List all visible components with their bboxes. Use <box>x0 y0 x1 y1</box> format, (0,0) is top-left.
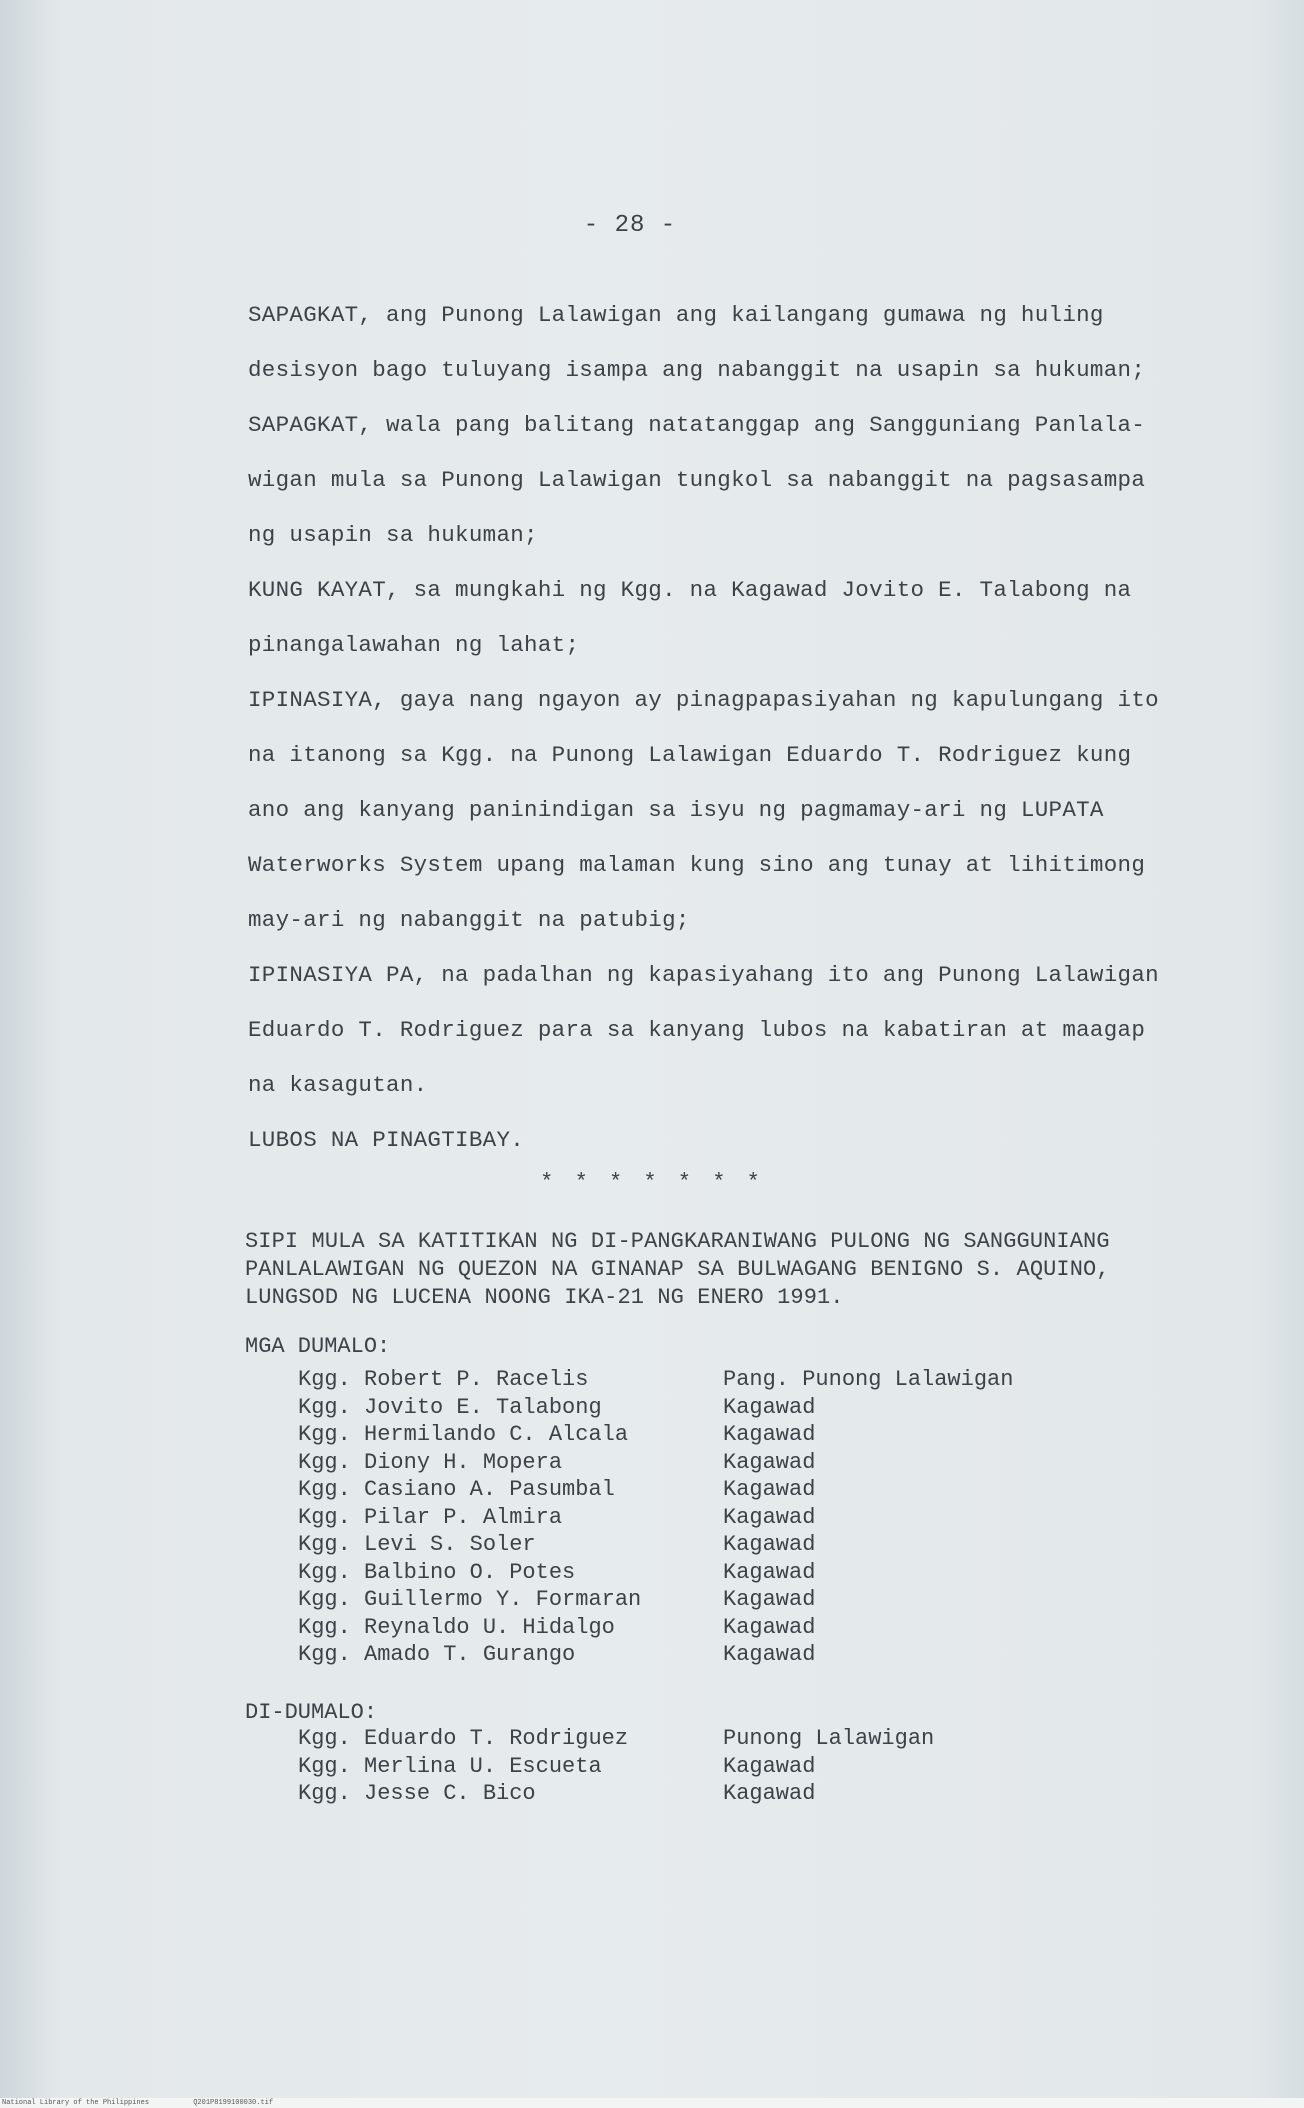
absent-roster <box>298 1725 1098 1808</box>
member-name: Kgg. Jesse C. Bico <box>298 1781 536 1806</box>
member-role: Kagawad <box>723 1559 816 1585</box>
minutes-heading-line: LUNGSOD NG LUCENA NOONG IKA-21 NG ENERO 1991. <box>245 1285 844 1310</box>
member-role: Kagawad <box>723 1422 816 1447</box>
member-role: Kagawad <box>723 1753 816 1779</box>
body-line: LUBOS NA PINAGTIBAY. <box>248 1127 525 1153</box>
member-name: Kgg. Levi S. Soler <box>298 1532 536 1557</box>
minutes-heading-line: PANLALAWIGAN NG QUEZON NA GINANAP SA BULWAGANG BENIGNO S. AQUINO, <box>245 1257 1110 1282</box>
member-role: Kagawad <box>723 1394 816 1420</box>
body-line: wigan mula sa Punong Lalawigan tungkol sa nabanggit na pagsasampa <box>248 467 1146 493</box>
roster-row <box>298 1394 1098 1422</box>
member-name: Kgg. Robert P. Racelis <box>298 1367 589 1392</box>
roster-row <box>298 1725 1098 1753</box>
roster-row <box>298 1421 1098 1449</box>
body-line: pinangalawahan ng lahat; <box>248 632 580 658</box>
roster-row <box>298 1780 1098 1808</box>
member-name: Kgg. Guillermo Y. Formaran <box>298 1587 642 1612</box>
footer-source: National Library of the Philippines <box>2 2099 150 2107</box>
body-line: Eduardo T. Rodriguez para sa kanyang lubos na kabatiran at maagap <box>248 1017 1146 1043</box>
member-name: Kgg. Eduardo T. Rodriguez <box>298 1726 629 1751</box>
member-role: Kagawad <box>723 1587 816 1612</box>
member-role: Kagawad <box>723 1614 816 1640</box>
member-role: Kagawad <box>723 1504 816 1530</box>
member-name: Kgg. Amado T. Gurango <box>298 1642 576 1667</box>
member-role: Kagawad <box>723 1781 816 1806</box>
resolution-body <box>248 288 1168 1168</box>
member-role: Kagawad <box>723 1449 816 1475</box>
roster-row <box>298 1476 1098 1504</box>
body-line: ano ang kanyang paninindigan sa isyu ng pagmamay-ari ng LUPATA <box>248 797 1104 823</box>
scan-footer <box>0 2098 1304 2108</box>
member-name: Kgg. Jovito E. Talabong <box>298 1394 602 1420</box>
roster-row <box>298 1449 1098 1477</box>
present-roster <box>298 1366 1098 1669</box>
absent-label: DI-DUMALO: <box>245 1700 378 1725</box>
member-name: Kgg. Balbino O. Potes <box>298 1559 576 1585</box>
member-name: Kgg. Diony H. Mopera <box>298 1449 563 1475</box>
roster-row <box>298 1531 1098 1559</box>
member-role: Punong Lalawigan <box>723 1726 935 1751</box>
roster-row <box>298 1641 1098 1669</box>
body-line: may-ari ng nabanggit na patubig; <box>248 907 690 933</box>
present-label: MGA DUMALO: <box>245 1334 391 1359</box>
roster-row <box>298 1586 1098 1614</box>
minutes-heading-line: SIPI MULA SA KATITIKAN NG DI-PANGKARANIWANG PULONG NG SANGGUNIANG <box>245 1229 1110 1254</box>
roster-row <box>298 1614 1098 1642</box>
body-line: na kasagutan. <box>248 1072 428 1098</box>
member-name: Kgg. Casiano A. Pasumbal <box>298 1477 615 1502</box>
member-name: Kgg. Hermilando C. Alcala <box>298 1422 629 1447</box>
roster-row <box>298 1753 1098 1781</box>
body-line: ng usapin sa hukuman; <box>248 522 538 548</box>
member-role: Kagawad <box>723 1642 816 1667</box>
body-line: IPINASIYA, gaya nang ngayon ay pinagpapasiyahan ng kapulungang ito <box>248 687 1159 713</box>
footer-file: Q201P8199100030.tif <box>193 2099 274 2107</box>
body-line: SAPAGKAT, ang Punong Lalawigan ang kailangang gumawa ng huling <box>248 302 1104 328</box>
member-name: Kgg. Merlina U. Escueta <box>298 1753 602 1779</box>
member-role: Kagawad <box>723 1477 816 1502</box>
roster-row <box>298 1504 1098 1532</box>
member-name: Kgg. Reynaldo U. Hidalgo <box>298 1614 615 1640</box>
body-line: SAPAGKAT, wala pang balitang natatanggap ang Sangguniang Panlala- <box>248 412 1146 438</box>
roster-row <box>298 1559 1098 1587</box>
body-line: IPINASIYA PA, na padalhan ng kapasiyahang ito ang Punong Lalawigan <box>248 962 1159 988</box>
body-line: desisyon bago tuluyang isampa ang nabanggit na usapin sa hukuman; <box>248 357 1146 383</box>
body-line: KUNG KAYAT, sa mungkahi ng Kgg. na Kagawad Jovito E. Talabong na <box>248 577 1132 603</box>
member-role: Pang. Punong Lalawigan <box>723 1367 1014 1392</box>
page-number: - 28 - <box>583 212 677 239</box>
separator: * * * * * * * <box>540 1170 764 1195</box>
roster-row <box>298 1366 1098 1394</box>
body-line: na itanong sa Kgg. na Punong Lalawigan Eduardo T. Rodriguez kung <box>248 742 1132 768</box>
body-line: Waterworks System upang malaman kung sino ang tunay at lihitimong <box>248 852 1146 878</box>
minutes-heading <box>245 1228 1165 1312</box>
member-role: Kagawad <box>723 1532 816 1557</box>
member-name: Kgg. Pilar P. Almira <box>298 1504 563 1530</box>
